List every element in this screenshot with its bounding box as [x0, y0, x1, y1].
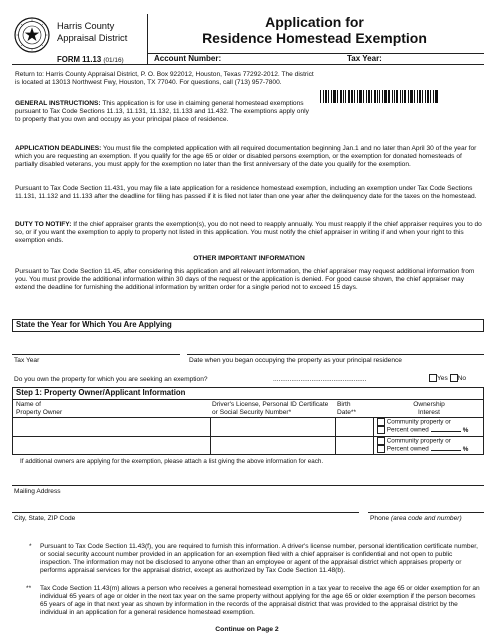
birth-date-header-line-1: Birth	[337, 401, 351, 408]
step1-heading: Step 1: Property Owner/Applicant Information	[16, 388, 186, 397]
owner2-interest	[377, 437, 468, 454]
barcode-bar	[394, 90, 395, 103]
footnote-2-text: Tax Code Section 11.43(m) allows a person who receives a general homestead exemption in a tax year to receive the age 65 or older exemption for an individual 65 years of age or older in the next tax year on the same property without applying for the age 65 or older exemption if the person becomes 65 years of age in that next year as shown by information in the records of the appraisal district that was provided to the appraisal district by the individual in an application for a general residence homestead exemption.	[40, 585, 480, 617]
owner1-percent-checkbox[interactable]	[377, 426, 385, 434]
barcode-bar	[388, 90, 390, 103]
barcode-bar	[323, 90, 324, 103]
owner2-community-label: Community property or	[386, 437, 451, 445]
barcode-bar	[414, 90, 415, 103]
continue-note: Continue on Page 2	[215, 626, 279, 633]
owner1-id-input[interactable]	[211, 418, 334, 435]
barcode-bar	[333, 90, 336, 103]
form-revision: (01/16)	[103, 57, 124, 64]
barcode-bar	[392, 90, 393, 103]
own-yes-checkbox[interactable]	[429, 374, 437, 382]
phone-label-group	[370, 515, 462, 523]
ownership-interest-header	[374, 401, 484, 417]
own-yes-label: Yes	[437, 374, 448, 382]
barcode-bar	[402, 90, 403, 103]
owner2-community-checkbox[interactable]	[377, 437, 385, 445]
barcode-bar	[410, 90, 413, 103]
barcode-bar	[404, 90, 406, 103]
owner2-percent-label: Percent owned	[386, 446, 429, 454]
other-info-heading: OTHER IMPORTANT INFORMATION	[193, 255, 305, 262]
general-instructions-text: This application is for use in claiming general homestead exemptions pursuant to Tax Code Sections 11.13, 11.131, 11.132, 11.133 and 11.432. The exemptions apply only to property that you own and occupy as your principal place of residence.	[15, 100, 309, 124]
barcode-bar	[325, 90, 327, 103]
id-number-header	[212, 401, 328, 417]
barcode-bar	[377, 90, 378, 103]
application-deadlines-text: You must file the completed application with all required documentation beginning Jan.1 and no later than April 30 of the year for which you are requesting an exemption. If you qualify for the age 65 or older or disabled persons exemption, or the exemption for donated homesteads of partially disabled veterans, you must apply for the exemption no later than the first anniversary of the date you qualify for the exemption.	[15, 145, 477, 169]
additional-owners-note: If additional owners are applying for the exemption, please attach a list giving the above information for each.	[20, 458, 324, 465]
own-property-question: Do you own the property for which you are seeking an exemption?	[14, 376, 208, 383]
duty-to-notify-text: If the chief appraiser grants the exemption(s), you do not need to reapply annually. You must reapply if the chief appraiser requires you to do so, or if you want the exemption to apply to property not listed in this application. You must notify the chief appraiser in writing if and when your right to this exemption ends.	[15, 221, 482, 245]
barcode-bar	[430, 90, 431, 103]
footnote-1-mark: *	[29, 543, 32, 550]
id-number-header-line-1: Driver's License, Personal ID Certificate	[212, 401, 329, 408]
owner1-percent-sign: %	[462, 427, 469, 435]
barcode-bar	[366, 90, 367, 103]
own-no-label: No	[457, 374, 467, 382]
owner1-percent-label: Percent owned	[386, 427, 429, 435]
other-info-text: Pursuant to Tax Code Section 11.45, after considering this application and all relevant information, the chief appraiser may request additional information from you. You must provide the additional information within 30 days of the request or the application is denied. For good cause shown, the chief appraiser may extend the deadline for furnishing the additional information by written order for a single period not to exceed 15 days.	[15, 268, 475, 292]
owner2-birth-input[interactable]	[336, 437, 372, 454]
barcode-bar	[340, 90, 342, 103]
barcode-bar	[337, 90, 338, 103]
barcode-bar	[368, 90, 370, 103]
city-state-zip-label: City, State, ZIP Code	[14, 515, 76, 522]
ownership-interest-header-line-2: Interest	[418, 409, 440, 417]
return-to-text: Return to: Harris County Appraisal District, P. O. Box 922012, Houston, Texas 77292-2012. The district is located at 13013 Northwest Fwy, Houston, TX 77040. For questions, call (713) 957-7800.	[15, 71, 314, 87]
barcode-bar	[371, 90, 372, 103]
barcode-bar	[351, 90, 353, 103]
state-year-heading: State the Year for Which You Are Applying	[16, 320, 172, 329]
occupy-date-label: Date when you began occupying the property as your principal residence	[189, 357, 402, 364]
owner1-community-label: Community property or	[386, 418, 451, 426]
barcode-bar	[343, 90, 344, 103]
owner2-id-input[interactable]	[211, 437, 334, 454]
owner-name-header	[16, 401, 62, 417]
barcode-bar	[427, 90, 429, 103]
general-instructions-heading: GENERAL INSTRUCTIONS:	[15, 100, 101, 107]
owner1-birth-input[interactable]	[336, 418, 372, 435]
barcode-bar	[396, 90, 398, 103]
barcode-bar	[354, 90, 355, 103]
form-title	[148, 14, 481, 46]
barcode-bar	[422, 90, 423, 103]
barcode-bar	[357, 90, 358, 103]
county-seal-icon	[14, 17, 50, 53]
owner2-name-input[interactable]	[13, 437, 209, 454]
duty-to-notify	[15, 221, 483, 245]
barcode-bar	[359, 90, 362, 103]
org-line-2: Appraisal District	[57, 31, 128, 43]
barcode-bar	[433, 90, 434, 103]
owner-name-header-line-1: Name of	[16, 401, 41, 408]
footnote-2-mark: **	[26, 585, 32, 592]
barcode-bar	[384, 90, 387, 103]
id-number-header-line-2: or Social Security Number*	[212, 409, 292, 417]
owner1-name-input[interactable]	[13, 418, 209, 435]
account-number-label: Account Number:	[154, 54, 222, 63]
application-deadlines	[15, 145, 483, 169]
header-bottom-rule	[12, 64, 484, 65]
barcode-bar	[345, 90, 346, 103]
duty-to-notify-heading: DUTY TO NOTIFY:	[15, 221, 72, 228]
barcode-bar	[363, 90, 364, 103]
barcode-bar	[382, 90, 383, 103]
application-deadlines-heading: APPLICATION DEADLINES:	[15, 145, 102, 152]
phone-label: Phone	[370, 515, 390, 522]
barcode-icon	[320, 90, 442, 103]
barcode-bar	[379, 90, 380, 103]
phone-hint: (area code and number)	[390, 515, 462, 522]
form-number-value: FORM 11.13	[57, 55, 102, 64]
owner2-percent-checkbox[interactable]	[377, 445, 385, 453]
barcode-bar	[374, 90, 376, 103]
barcode-bar	[408, 90, 409, 103]
org-line-1: Harris County	[57, 20, 115, 31]
late-application-text: Pursuant to Tax Code Section 11.431, you may file a late application for a residence homestead exemption, including an exemption under Tax Code Sections 11.131, 11.132 and 11.133 after the deadline for filing has passed if it is filed not later than one year after the delinquency date for the taxes on the homestead.	[15, 185, 477, 201]
owner1-percent-input[interactable]	[431, 431, 461, 432]
tax-year-label: Tax Year:	[347, 54, 382, 63]
birth-date-header-line-2: Date**	[337, 409, 357, 417]
owner-name-header-line-2: Property Owner	[16, 409, 63, 417]
mailing-address-input[interactable]	[12, 485, 484, 486]
step1-heading-rule	[12, 399, 484, 400]
tax-year-input[interactable]	[12, 354, 180, 355]
birth-date-header	[337, 401, 356, 417]
phone-input[interactable]	[368, 512, 484, 513]
barcode-bar	[331, 90, 332, 103]
own-property-options	[429, 374, 466, 383]
footnote-1-text: Pursuant to Tax Code Section 11.43(f), you are required to furnish this information. A driver's license number, personal identification certificate number, or social security account number provided in an application for an exemption filed with a chief appraiser is confidential and not open to public inspection. The information may not be disclosed to anyone other than an employee or agent of the appraisal district which appraises property or performs appraisal services for the appraisal district, except as authorized by Tax Code Section 11.48(b).	[40, 543, 478, 575]
owner1-community-checkbox[interactable]	[377, 418, 385, 426]
mailing-address-label: Mailing Address	[14, 488, 61, 495]
city-state-zip-input[interactable]	[12, 512, 359, 513]
ownership-interest-header-line-1: Ownership	[413, 401, 445, 408]
barcode-bar	[419, 90, 421, 103]
owner2-percent-input[interactable]	[431, 450, 461, 451]
own-no-checkbox[interactable]	[450, 374, 458, 382]
occupy-date-input[interactable]	[187, 354, 484, 355]
tax-year-input-label: Tax Year	[14, 357, 40, 364]
general-instructions	[15, 100, 315, 124]
barcode-bar	[435, 90, 438, 103]
title-line-2: Residence Homestead Exemption	[202, 30, 427, 47]
own-property-leader: ...................................................	[273, 376, 367, 383]
barcode-bar	[328, 90, 329, 103]
col-divider-interest	[373, 417, 374, 455]
title-line-1: Application for	[265, 14, 364, 30]
barcode-bar	[320, 90, 321, 103]
barcode-bar	[425, 90, 426, 103]
barcode-bar	[400, 90, 401, 103]
appraisal-district-name	[57, 20, 127, 44]
barcode-bar	[417, 90, 418, 103]
barcode-bar	[348, 90, 350, 103]
owner2-percent-sign: %	[462, 446, 469, 454]
owner1-interest	[377, 418, 468, 435]
